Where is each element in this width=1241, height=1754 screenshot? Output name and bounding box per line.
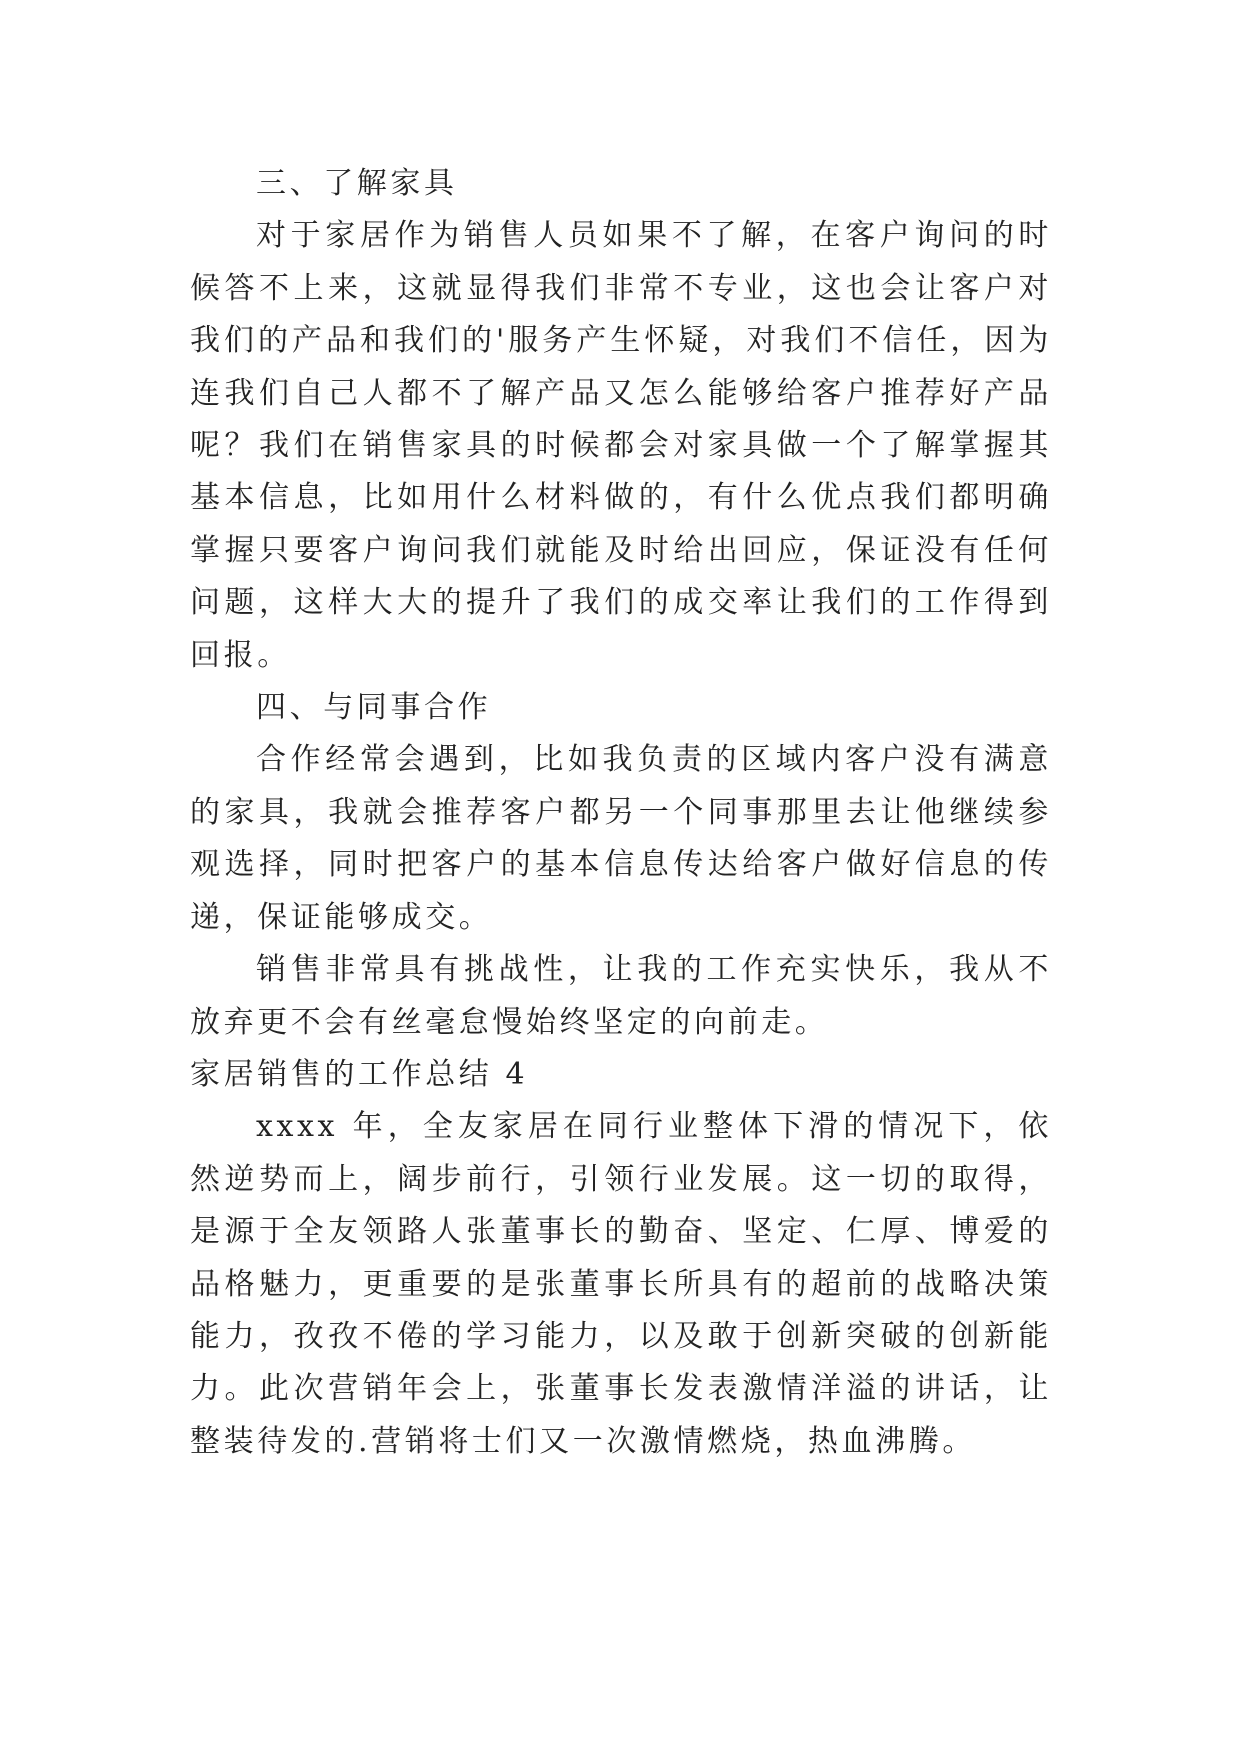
- section-heading-3: 三、了解家具: [256, 166, 458, 201]
- paragraph-cooperation: 合作经常会遇到，比如我负责的区域内客户没有满意的家具，我就会推荐客户都另一个同事那里去让他继续参观选择，同时把客户的基本信息传达给客户做好信息的传递，保证能够成交。: [190, 742, 1052, 935]
- document-body: [190, 158, 1052, 1468]
- paragraph-challenge: 销售非常具有挑战性，让我的工作充实快乐，我从不放弃更不会有丝毫怠慢始终坚定的向前走。: [190, 952, 1052, 1040]
- section-heading-4: 四、与同事合作: [256, 690, 492, 726]
- summary-title: 家居销售的工作总结 4: [190, 1056, 529, 1092]
- paragraph-know-furniture: 对于家居作为销售人员如果不了解，在客户询问的时候答不上来，这就显得我们非常不专业，这也会让客户对我们的产品和我们的'服务产生怀疑，对我们不信任，因为连我们自己人都不了解产品又怎么能够给客户推荐好产品呢？我们在销售家具的时候都会对家具做一个了解掌握其基本信息，比如用什么材料做的，有什么优点我们都明确掌握只要客户询问我们就能及时给出回应，保证没有任何问题，这样大大的提升了我们的成交率让我们的工作得到回报。: [190, 218, 1052, 673]
- paragraph-annual-summary: xxxx 年，全友家居在同行业整体下滑的情况下，依然逆势而上，阔步前行，引领行业发展。这一切的取得，是源于全友领路人张董事长的勤奋、坚定、仁厚、博爱的品格魅力，更重要的是张董事长所具有的超前的战略决策能力，孜孜不倦的学习能力，以及敢于创新突破的创新能力。此次营销年会上，张董事长发表激情洋溢的讲话，让整装待发的.营销将士们又一次激情燃烧，热血沸腾。: [190, 1109, 1052, 1459]
